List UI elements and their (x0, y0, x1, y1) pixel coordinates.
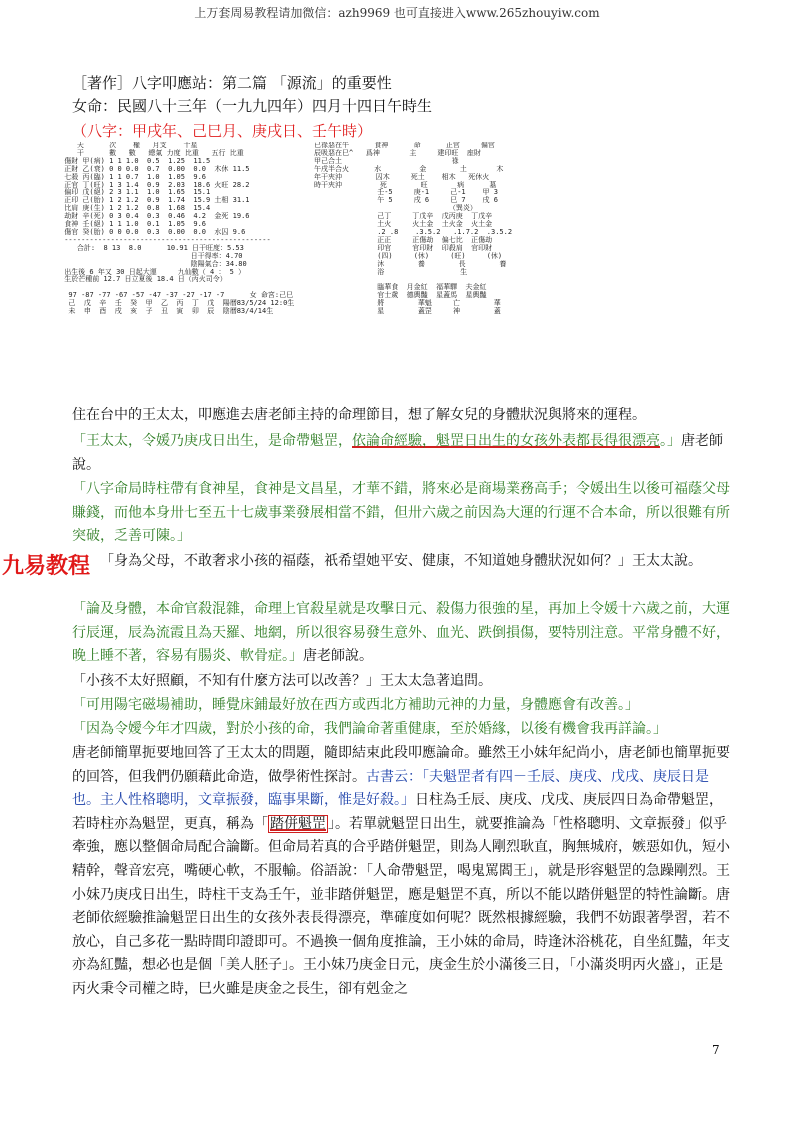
classic-quote: 「夫魁罡者有四－壬辰、庚戌、戊戌、庚辰日是也。主人性格聰明，文章振發，臨事果斷，惟是好殺。」 (72, 768, 709, 809)
paragraph-fengshui: 「可用陽宅磁場補助，睡覺床鋪最好放在西方或西北方補助元神的力量，身體應會有改善。」 (72, 697, 639, 713)
page-number: 7 (712, 1043, 720, 1057)
subject-bazi: （八字：甲戌年、己巳月、庚戌日、壬午時） (72, 122, 373, 140)
quote-kuigang: 「王太太，令媛乃庚戌日出生，是命帶魁罡， (72, 433, 352, 449)
quote-end: 。」 (660, 433, 681, 449)
classic-label: 古書云： (366, 768, 422, 785)
bazi-chart-left: 天 次 權 月支 十星 干 數 數 總氣 力度 比重 五行 比重 傷財 甲(病) 1 1 1.0 0.5 1.25 11.5 正財 乙(衰) 0 0 0.0 0.7 0.00 0.0 木休 11.5 七殺 丙(臨) 1 1 0.7 1.0 1.05 9.6 正官 丁(旺) 1 3 1.4 0.9 2.03 18.6 火旺 28.2 偏印 戊(絕) 2 3 1.1 1.0 1.65 15.1 正印 己(胎) 1 2 1.2 0.9 1.74 15.9 土相 31.1 比肩 庚(生) 1 2 1.2 0.8 1.68 15.4 劫財 辛(死) 0 3 0.4 0.3 0.46 4.2 金死 19.6 食神 壬(絕) 1 1 1.0 0.1 1.05 9.6 傷官 癸(胎) 0 0 0.0 0.3 0.00 0.0 水囚 9.6 ------------------------------------------------- 合計: 8 13 8.0 10.91 日干旺度：5.53 日干得率：4.70 陰陽氣合：34.80 出生後 6 年又 30 日起大運 九仙數（ 4 ： 5 ） 生於芒種前 12.7 日立夏後 18.4 日（丙火司令） 97 -87 -77 -67 -57 -47 -37 -27 -17 -7 女 命宮:己巳 己 戊 辛 壬 癸 甲 乙 丙 丁 戊 陽曆83/5/24 12:0生 未 申 酉 戌 亥 子 丑 寅 卯 辰 陰曆83/4/14生 (64, 142, 295, 316)
subject-line (72, 94, 732, 144)
paragraph-kuigang (72, 430, 732, 477)
paragraph-question: 「小孩不太好照顧，不知有什麼方法可以改善？」王太太急著追問。 (72, 673, 492, 689)
paragraph-age: 「因為令嬡今年才四歲，對於小孩的命，我們論命著重健康，至於婚緣，以後有機會我再詳論。」 (72, 721, 667, 737)
bazi-chart-right: 已祿惡在午 食神 命 正官 偏官 辰吸惡在巳^ 爲神 主 建印旺 座財 甲己合土 祿 午戌半合火 水 金 土 木 年干夾沖 囚木 死土 相木 死休火 時干夾沖 死 旺 病 墓 壬-5 庚-1 己-1 甲 3 午 5 戌 6 巳 7 戌 6 （巽炎） 己丁 丁戊辛 戊丙庚 丁戊辛 土火 火土金 土火金 火土金 .2 .8 .3.5.2 .1.7.2 .3.5.2 正正 正傷劫 偏七比 正傷劫 印官 官印財 印殺肩 官印財 (四) (休) (旺) (休) 沐 養 長 養 浴 生 臨華食 月金紅 福華驛 夫金紅 官士歲 德輿豔 星蓋馬 星輿豔 將 華魁 亡 華 星 蓋罡 神 蓋 (314, 142, 513, 316)
site-header: 上万套周易教程请加微信：azh9969 也可直接进入www.265zhouyiw.com (194, 6, 600, 20)
analysis-rest: 」。若單就魁罡日出生，就要推論為「性格聰明、文章振發」似乎牽強，應以整個命局配合論斷。但命局若真的合乎踏併魁罡，則為人剛烈耿直，胸無城府，嫉惡如仇，短小精幹，聲音宏亮，嘴硬心軟，不服輸。俗語說：「人命帶魁罡，喝鬼罵閻王」，就是形容魁罡的急躁剛烈。王小妹乃庚戌日出生，時柱干支為壬午，並非踏併魁罡，應是魁罡不真，所以不能以踏併魁罡的特性論斷。唐老師依經驗推論魁罡日出生的女孩外表長得漂亮，準確度如何呢？既然根據經驗，我們不妨跟著學習，若不放心，自己多花一點時間印證即可。不過換一個角度推論，王小妹的命局，時逢沐浴桃花，自坐紅豔，年支亦為紅豔，想必也是個「美人胚子」。王小妹乃庚金日元，庚金生於小滿後三日，「小滿炎明丙火盛」，正是丙火秉令司權之時，巳火雖是庚金之長生，卻有剋金之 (72, 815, 730, 997)
paragraph-shishen: 「八字命局時柱帶有食神星，食神是文昌星，才華不錯，將來必是商場業務高手；令媛出生以後可福蔭父母賺錢，而他本身卅七至五十七歲事業發展相當不錯，但卅六歲之前因為大運的行運不合本命，所以很難有所突破，乏善可陳。」 (72, 481, 730, 545)
speaker-tag: 唐老師說。 (72, 433, 723, 473)
article-title: ［著作］八字叩應站：第二篇 「源流」的重要性 (72, 74, 392, 92)
subject-birth: 女命：民國八十三年（一九九四年）四月十四日午時生 (72, 97, 433, 115)
paragraph-intro: 住在台中的王太太，叩應進去唐老師主持的命理節目，想了解女兒的身體狀況與將來的運程。 (72, 407, 646, 423)
speaker-tag: 唐老師說。 (303, 648, 373, 665)
paragraph-parent-question: 「身為父母，不敢奢求小孩的福蔭，祇希望她平安、健康，不知道她身體狀況如何？」王太太說。 (100, 553, 702, 569)
quote-health: 「論及身體，本命官殺混雜，命理上官殺星就是攻擊日元、殺傷力很強的星，再加上令媛十六歲之前，大運行辰運，辰為流霞且為天羅、地網，所以很容易發生意外、血光、跌倒損傷，要特別注意。平常身體不好，晚上睡不著，容易有腸炎、軟骨症。」 (72, 601, 730, 665)
highlighted-term: 踏併魁罡 (270, 815, 326, 832)
underlined-quote: 依論命經驗，魁罡日出生的女孩外表都長得很漂亮 (352, 433, 660, 449)
paragraph-analysis (72, 742, 732, 1002)
analysis-body: 日柱為壬辰、庚戌、戊戌、庚辰四日為命帶魁罡，若時柱亦為魁罡，更真，稱為「 (72, 792, 723, 832)
paragraph-health (72, 598, 732, 669)
watermark-logo: 九易教程 (0, 549, 92, 580)
analysis-intro: 唐老師簡單扼要地回答了王太太的問題，隨即結束此段叩應論命。雖然王小妹年紀尚小，唐老師也簡單扼要的回答，但我們仍願藉此命造，做學術性探討。 (72, 745, 730, 785)
